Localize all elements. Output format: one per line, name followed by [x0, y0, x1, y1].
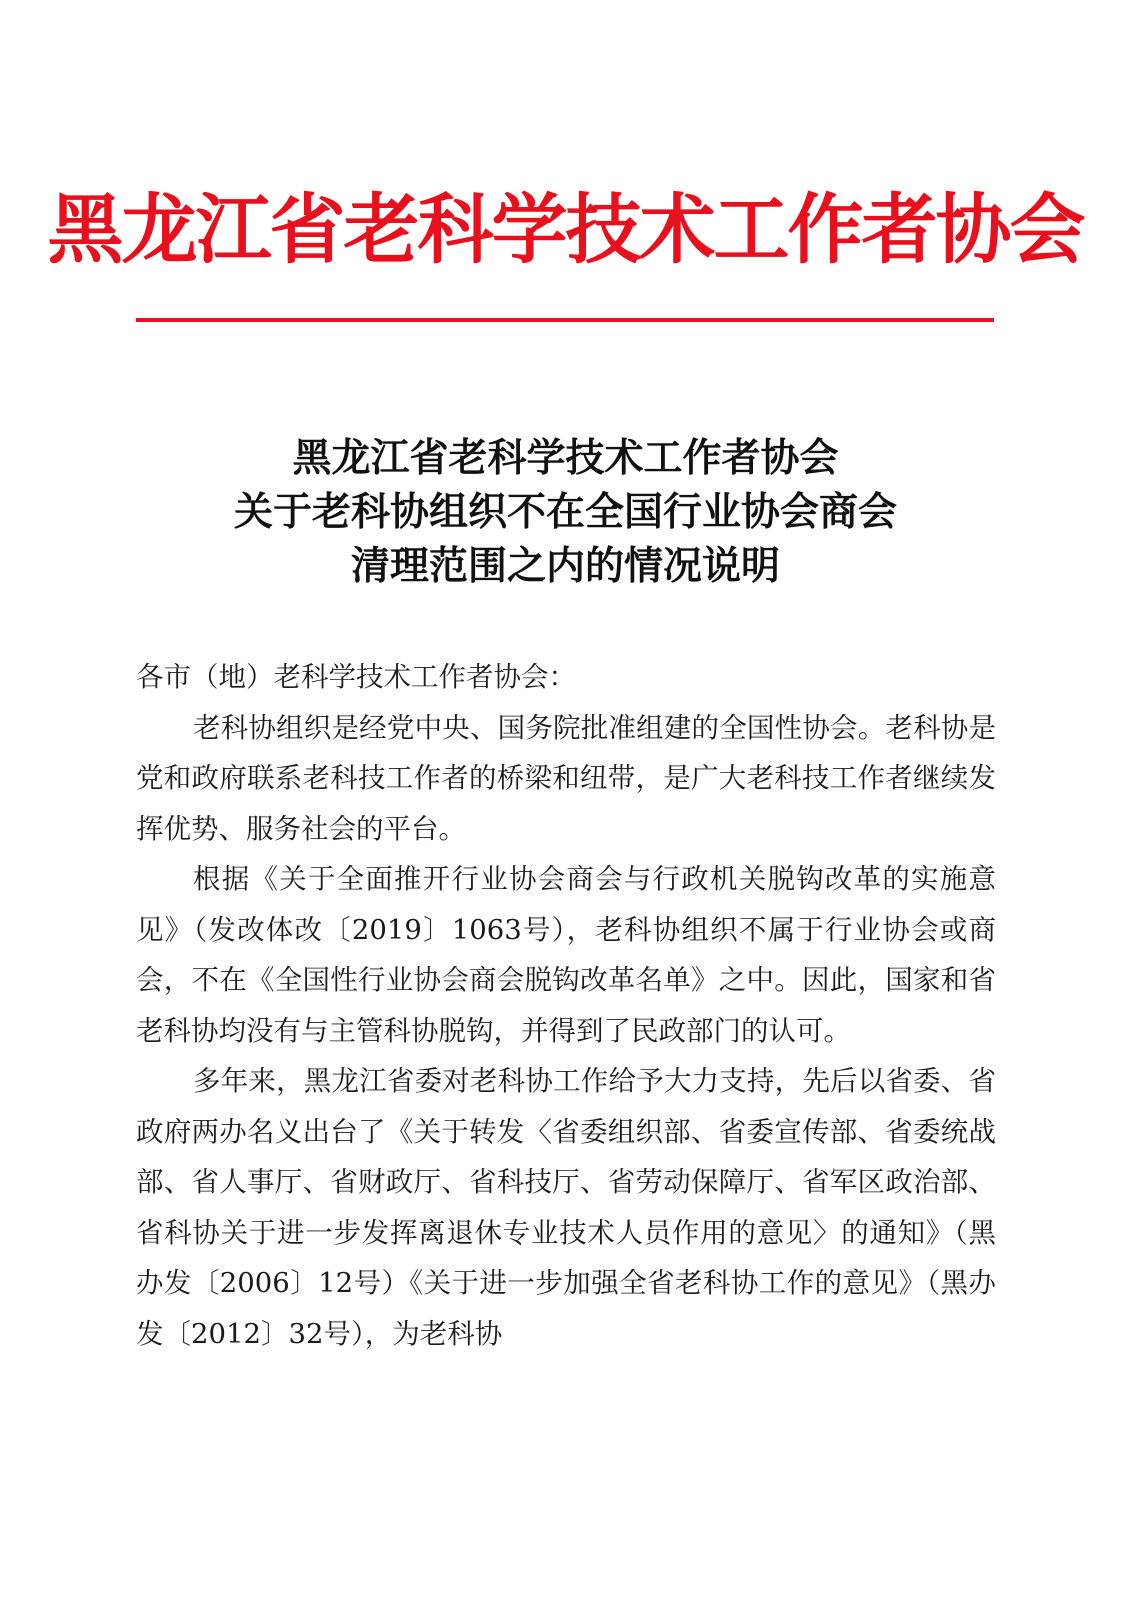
body-paragraph-1: 老科协组织是经党中央、国务院批准组建的全国性协会。老科协是党和政府联系老科技工作者的桥梁和纽带，是广大老科技工作者继续发挥优势、服务社会的平台。: [136, 711, 996, 845]
body-paragraph-2: 根据《关于全面推开行业协会商会与行政机关脱钩改革的实施意见》（发改体改〔2019〕1063号），老科协组织不属于行业协会或商会，不在《全国性行业协会商会脱钩改革名单》之中。因此，国家和省老科协均没有与主管科协脱钩，并得到了民政部门的认可。: [136, 863, 996, 1047]
title-line-3: 清理范围之内的情况说明: [350, 544, 780, 589]
document-body: [136, 652, 996, 1359]
letterhead-red-rule: [136, 318, 994, 322]
document-title: [0, 432, 1131, 594]
title-line-1: 黑龙江省老科学技术工作者协会: [292, 436, 839, 481]
salutation: 各市（地）老科学技术工作者协会：: [136, 661, 576, 693]
body-paragraph-3: 多年来，黑龙江省委对老科协工作给予大力支持，先后以省委、省政府两办名义出台了《关于转发〈省委组织部、省委宣传部、省委统战部、省人事厅、省财政厅、省科技厅、省劳动保障厅、省军区政治部、省科协关于进一步发挥离退休专业技术人员作用的意见〉的通知》（黑办发〔2006〕12号）《关于进一步加强全省老科协工作的意见》（黑办发〔2012〕32号），为老科协: [136, 1065, 996, 1350]
letterhead-org-name: 黑龙江省老科学技术工作者协会: [47, 185, 1084, 274]
title-line-2: 关于老科协组织不在全国行业协会商会: [233, 490, 897, 535]
